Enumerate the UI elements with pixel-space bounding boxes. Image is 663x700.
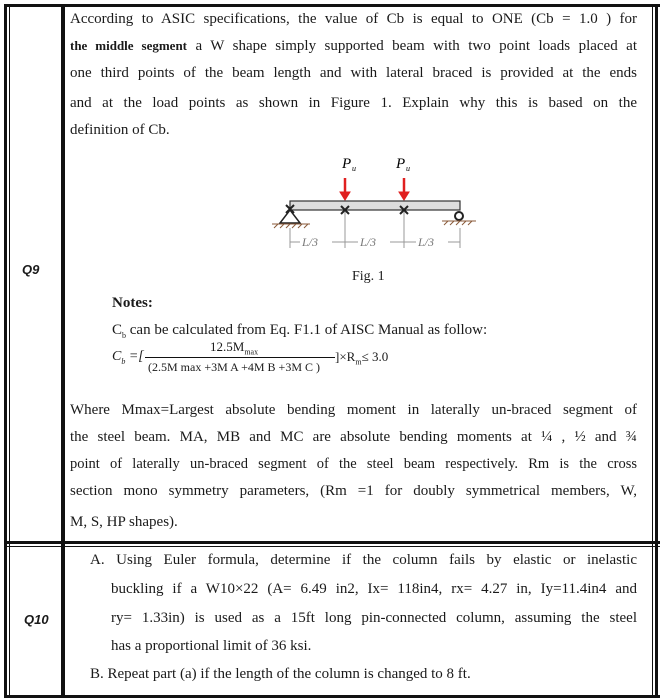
table-border-bottom <box>4 695 660 698</box>
q10-line: ry= 1.33in) is used as a 15ft long pin-connected column, assuming the steel <box>111 610 637 626</box>
where-line: M, S, HP shapes). <box>70 514 178 530</box>
row-divider-inner <box>4 546 660 547</box>
q10-line: has a proportional limit of 36 ksi. <box>111 638 312 654</box>
q9-line: one third points of the beam length and with lateral braced is provided at the ends <box>70 65 637 81</box>
table-border-top <box>4 4 660 7</box>
where-line: point of laterally un-braced segment of the steel beam respectively. Rm is the cross <box>70 456 637 472</box>
q10-line: A. Using Euler formula, determine if the column fails by elastic or inelastic <box>90 552 637 568</box>
load-arrow-icon <box>340 178 409 200</box>
svg-text:u: u <box>352 164 356 173</box>
svg-text:P: P <box>342 156 352 172</box>
question-label-q10: Q10 <box>24 612 49 627</box>
where-line: section mono symmetry parameters, (Rm =1 for doubly symmetrical members, W, <box>70 483 637 499</box>
svg-text:L/3: L/3 <box>360 235 377 249</box>
pin-support-icon <box>280 210 300 223</box>
q9-line: the middle segment a W shape simply supported beam with two point loads placed at <box>70 38 637 54</box>
beam <box>290 201 460 210</box>
q9-line: According to ASIC specifications, the value of Cb is equal to ONE (Cb = 1.0 ) for <box>70 11 637 27</box>
q9-line: and at the load points as shown in Figure 1. Explain why this is based on the <box>70 95 637 111</box>
roller-support-icon <box>455 212 463 220</box>
q10-line: buckling if a W10×22 (A= 6.49 in2, Ix= 118in4, rx= 4.27 in, Iy=11.4in4 and <box>111 581 637 597</box>
table-border-left-inner <box>9 4 10 698</box>
figure-caption: Fig. 1 <box>352 269 385 284</box>
notes-intro: $C_b$ can be calculated from Eq. F1.1 of AISC Manual as follow: <box>112 322 488 340</box>
svg-text:P: P <box>396 156 406 172</box>
table-border-right-inner <box>652 4 653 698</box>
load-label <box>341 156 410 173</box>
q10-line: B. Repeat part (a) if the length of the column is changed to 8 ft. <box>90 666 471 682</box>
row-divider <box>4 541 660 544</box>
ground-hatch <box>272 221 476 228</box>
notes-title: Notes: <box>112 295 153 311</box>
bold-phrase: the middle segment <box>70 38 188 53</box>
svg-text:u: u <box>406 164 410 173</box>
question-label-q9: Q9 <box>22 262 40 277</box>
table-border-left <box>4 4 7 698</box>
column-divider <box>61 4 65 698</box>
svg-text:L/3: L/3 <box>302 235 319 249</box>
svg-text:L/3: L/3 <box>418 235 435 249</box>
q9-line: definition of Cb. <box>70 122 170 138</box>
where-line: Where Mmax=Largest absolute bending moment in laterally un-braced segment of <box>70 402 637 418</box>
table-border-right <box>655 4 658 698</box>
beam-figure <box>270 150 480 265</box>
where-line: the steel beam. MA, MB and MC are absolute bending moments at ¼ , ½ and ¾ <box>70 429 637 445</box>
